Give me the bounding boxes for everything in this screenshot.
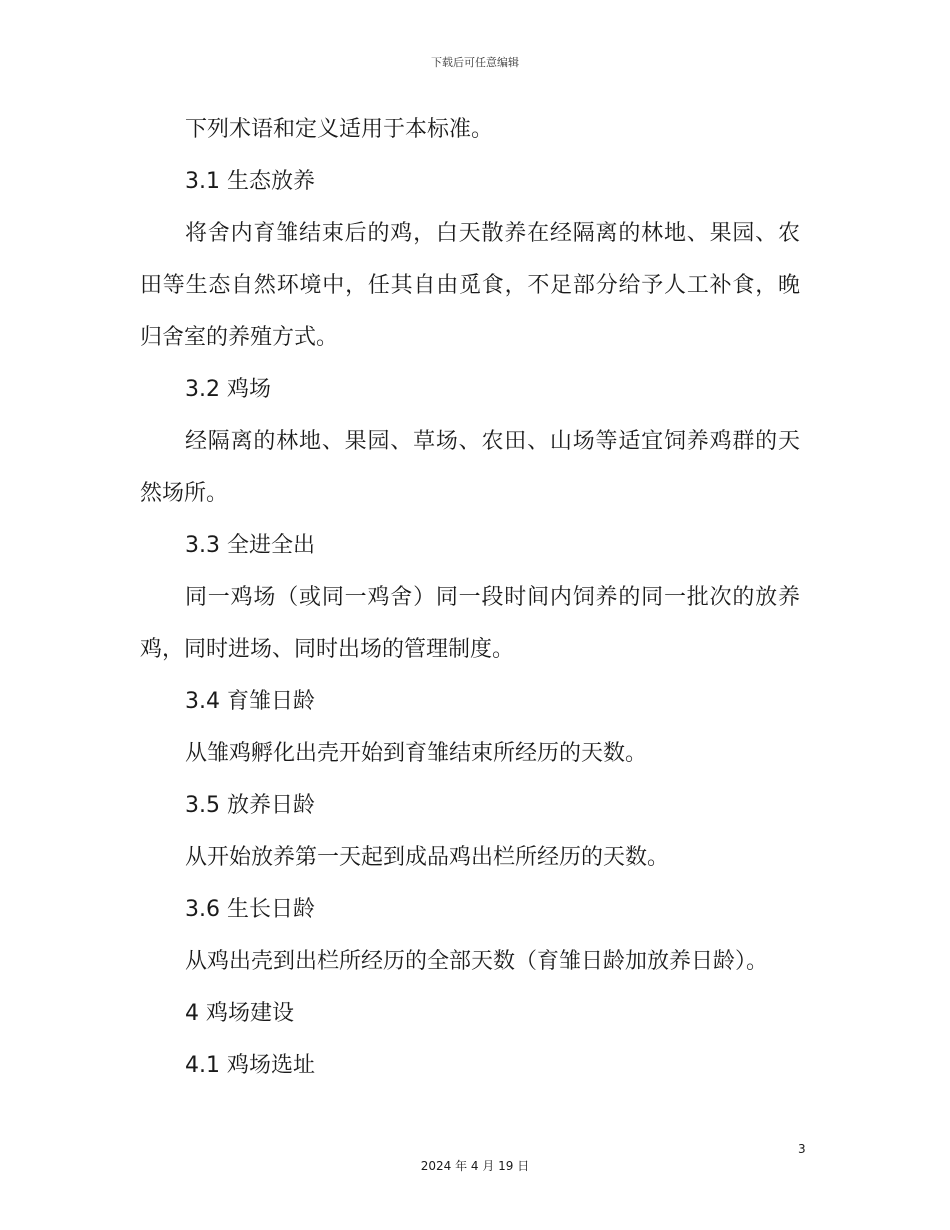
document-body <box>140 104 800 1092</box>
section-heading-3-4: 3.4 育雏日龄 <box>185 689 315 714</box>
section-heading-3-3: 3.3 全进全出 <box>185 533 315 558</box>
paragraph-intro: 下列术语和定义适用于本标准。 <box>185 117 494 142</box>
paragraph-line: 然场所。 <box>140 481 229 506</box>
paragraph-line: 同一鸡场（或同一鸡舍）同一段时间内饲养的同一批次的放养 <box>185 585 800 610</box>
section-heading-3-6: 3.6 生长日龄 <box>185 897 315 922</box>
page-number: 3 <box>798 1142 806 1156</box>
paragraph-line: 归舍室的养殖方式。 <box>140 325 339 350</box>
section-heading-4-1: 4.1 鸡场选址 <box>185 1053 315 1078</box>
section-heading-4: 4 鸡场建设 <box>185 1001 294 1026</box>
paragraph-line: 经隔离的林地、果园、草场、农田、山场等适宜饲养鸡群的天 <box>185 429 800 454</box>
page-footer-date: 2024 年 4 月 19 日 <box>420 1159 530 1173</box>
paragraph-line: 将舍内育雏结束后的鸡，白天散养在经隔离的林地、果园、农 <box>185 221 800 246</box>
paragraph-line: 田等生态自然环境中，任其自由觅食，不足部分给予人工补食，晚 <box>140 273 800 298</box>
paragraph-line: 鸡，同时进场、同时出场的管理制度。 <box>140 637 515 662</box>
paragraph-line: 从鸡出壳到出栏所经历的全部天数（育雏日龄加放养日龄）。 <box>185 949 769 974</box>
section-heading-3-5: 3.5 放养日龄 <box>185 793 315 818</box>
page-header: 下载后可任意编辑 <box>431 56 519 69</box>
section-heading-3-1: 3.1 生态放养 <box>185 169 315 194</box>
paragraph-line: 从雏鸡孵化出壳开始到育雏结束所经历的天数。 <box>185 741 648 766</box>
section-heading-3-2: 3.2 鸡场 <box>185 377 271 402</box>
paragraph-line: 从开始放养第一天起到成品鸡出栏所经历的天数。 <box>185 845 670 870</box>
